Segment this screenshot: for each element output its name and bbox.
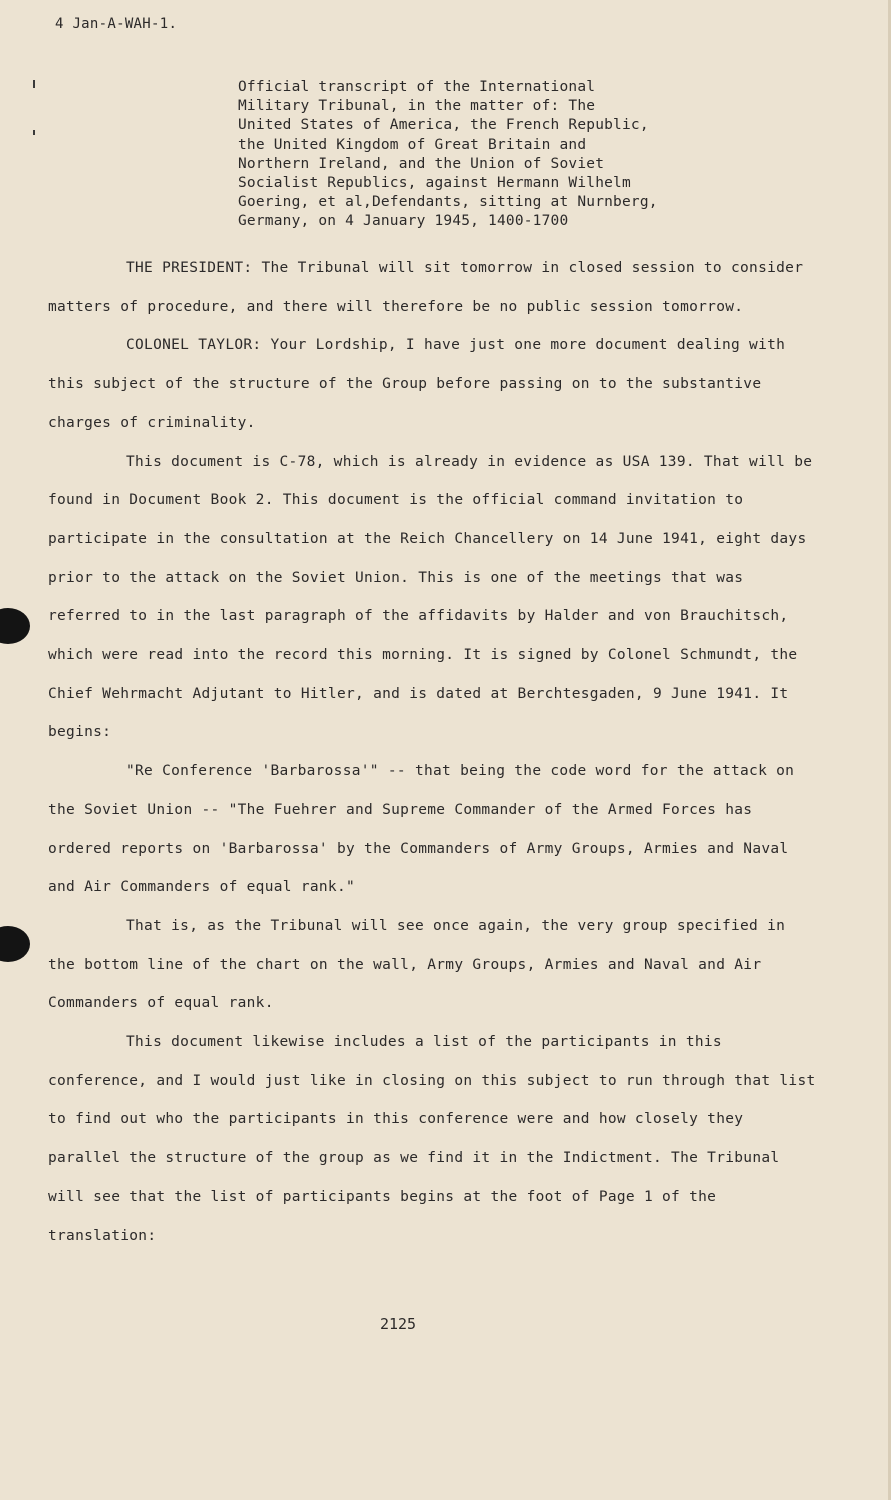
paragraph: COLONEL TAYLOR: Your Lordship, I have just one more document dealing with this subject of the structure of the Group before passing on to the substantive charges of criminality. xyxy=(48,337,786,431)
margin-mark xyxy=(33,130,35,135)
page-reference: 4 Jan-A-WAH-1. xyxy=(55,16,178,32)
paragraph: "Re Conference 'Barbarossa'" -- that being the code word for the attack on the Soviet Union -- "The Fuehrer and Supreme Commander of the Armed Forces has ordered reports on 'Barbarossa' by the Commanders of Army Groups, Armies and Naval and Air Commanders of equal rank." xyxy=(48,763,795,896)
punch-hole xyxy=(0,926,30,962)
punch-hole xyxy=(0,608,30,644)
transcript-body xyxy=(48,249,818,1255)
paragraph: This document likewise includes a list of the participants in this conference, and I would just like in closing on this subject to run through that list to find out who the participants in this conference were and how closely they parallel the structure of the group as we find it in the Indictment. The Tribunal will see that the list of participants begins at the foot of Page 1 of the translation: xyxy=(48,1034,816,1244)
transcript-caption: Official transcript of the International Military Tribunal, in the matter of: The United States of America, the French Republic, the United Kingdom of Great Britain and Northern Ireland, and the Union of Soviet Socialist Republics, against Hermann Wilhelm Goering, et al,Defendants, sitting at Nurnberg, Germany, on 4 January 1945, 1400-1700 xyxy=(238,79,658,230)
page-number: 2125 xyxy=(379,1315,417,1333)
paragraph: THE PRESIDENT: The Tribunal will sit tomorrow in closed session to consider matters of procedure, and there will therefore be no public session tomorrow. xyxy=(48,260,804,315)
paragraph: This document is C-78, which is already in evidence as USA 139. That will be found in Document Book 2. This document is the official command invitation to participate in the consultation at the Reich Chancellery on 14 June 1941, eight days prior to the attack on the Soviet Union. This is one of the meetings that was referred to in the last paragraph of the affidavits by Halder and von Brauchitsch, which were read into the record this morning. It is signed by Colonel Schmundt, the Chief Wehrmacht Adjutant to Hitler, and is dated at Berchtesgaden, 9 June 1941. It begins: xyxy=(48,453,813,741)
paragraph: That is, as the Tribunal will see once again, the very group specified in the bottom line of the chart on the wall, Army Groups, Armies and Naval and Air Commanders of equal rank. xyxy=(48,917,786,1012)
margin-mark xyxy=(33,80,35,88)
